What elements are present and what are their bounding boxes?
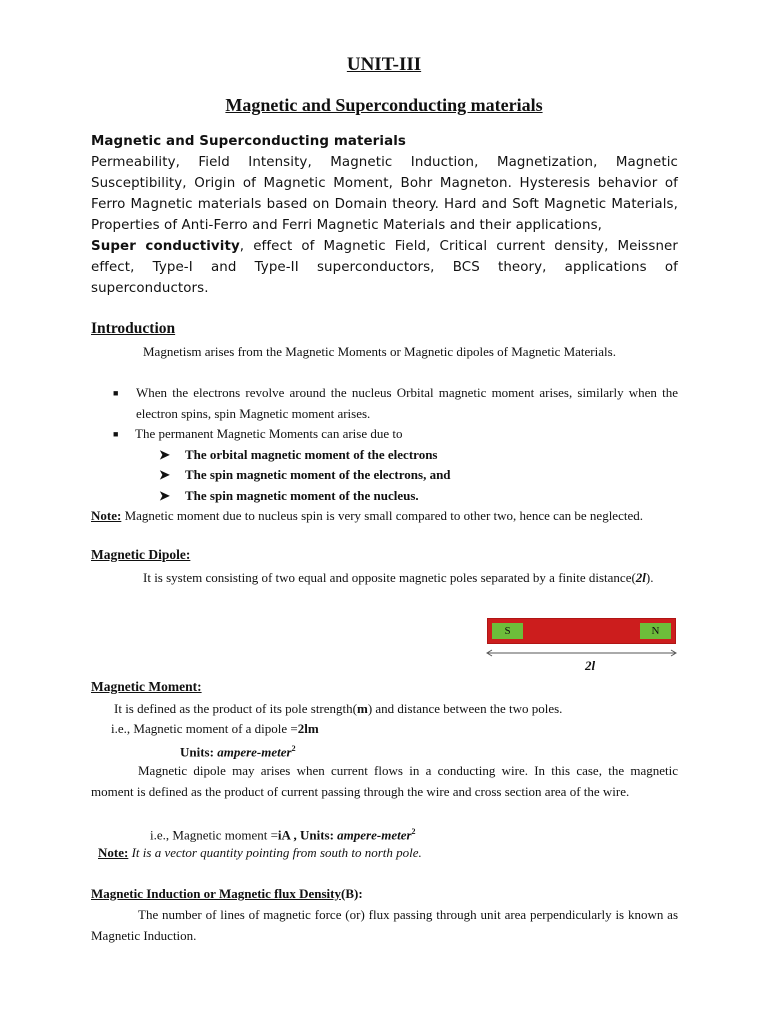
induction-heading-text: Magnetic Induction or Magnetic flux Density xyxy=(91,886,341,901)
formula-text: i.e., Magnetic moment of a dipole = xyxy=(111,721,298,736)
magnetic-induction-paragraph: The number of lines of magnetic force (or) flux passing through unit area perpendicularly is known as Magnetic Induction. xyxy=(91,907,678,943)
magnetic-dipole-paragraph xyxy=(91,568,678,589)
bullet-square-icon: ■ xyxy=(113,388,119,398)
south-pole-label: S xyxy=(492,623,523,639)
note-text: It is a vector quantity pointing from south to north pole. xyxy=(128,845,422,860)
units-superscript: 2 xyxy=(291,744,296,753)
formula-value: 2lm xyxy=(297,721,319,736)
formula-value: iA xyxy=(277,827,291,843)
moment-note xyxy=(91,843,685,864)
units-superscript: 2 xyxy=(411,827,416,836)
dipole-text-end: ). xyxy=(645,570,654,585)
pole-strength-symbol: m xyxy=(356,701,368,716)
list-item xyxy=(91,424,678,445)
units-label: Units: xyxy=(180,744,218,760)
arrow-item-3-text: The spin magnetic moment of the nucleus. xyxy=(185,487,419,503)
bullet-1-text: When the electrons revolve around the nucleus Orbital magnetic moment arises, similarly when the electron spins, spin Magnetic moment arises. xyxy=(136,385,678,421)
moment-def-start: It is defined as the product of its pole strength( xyxy=(114,701,357,716)
dipole-text-start: It is system consisting of two equal and opposite magnetic poles separated by a finite distance( xyxy=(143,570,636,585)
arrowhead-bullet-icon: ➤ xyxy=(159,487,170,503)
syllabus-paragraph-1: Permeability, Field Intensity, Magnetic Induction, Magnetization, Magnetic Susceptibility, Origin of Magnetic Moment, Bohr Magneton. Hysteresis behavior of Ferro Magnetic materials based on Domain theory. Hard and Soft Magnetic Materials, Properties of Anti-Ferro and Ferri Magnetic Materials and their applications, xyxy=(91,155,678,233)
magnetic-moment-definition xyxy=(91,699,701,720)
list-item xyxy=(91,445,678,466)
introduction-paragraph: Magnetism arises from the Magnetic Moments or Magnetic dipoles of Magnetic Materials. xyxy=(143,344,616,359)
magnetic-moment-heading: Magnetic Moment: xyxy=(91,679,202,694)
syllabus-block xyxy=(91,131,678,299)
superconductivity-term: Super conductivity xyxy=(91,239,240,254)
dipole-moment-formula xyxy=(91,719,698,740)
note-label: Note: xyxy=(91,508,122,523)
arrowhead-bullet-icon: ➤ xyxy=(159,446,170,462)
note-text: Magnetic moment due to nucleus spin is very small compared to other two, hence can be neglected. xyxy=(121,508,643,523)
moment-def-end: ) and distance between the two poles. xyxy=(367,701,563,716)
bar-magnet-diagram xyxy=(487,618,676,644)
unit-heading: UNIT-III xyxy=(346,54,422,75)
dipole-length-symbol: 2l xyxy=(635,570,646,585)
syllabus-paragraph-2-text: , effect of Magnetic Field, Critical current density, Meissner effect, Type-I and Type-II superconductors, BCS theory, applications of superconductors. xyxy=(91,239,678,296)
formula-text: i.e., Magnetic moment = xyxy=(150,827,278,843)
bullet-square-icon: ■ xyxy=(113,429,119,439)
north-pole-label: N xyxy=(640,623,671,639)
syllabus-paragraph-2 xyxy=(91,236,678,299)
list-item xyxy=(91,486,678,507)
units-value: ampere-meter xyxy=(337,827,412,843)
magnetic-dipole-heading: Magnetic Dipole: xyxy=(91,547,191,562)
page-title: Magnetic and Superconducting materials xyxy=(225,95,543,115)
introduction-heading: Introduction xyxy=(91,320,176,337)
induction-heading-symbol: (B): xyxy=(341,886,363,901)
units-value: ampere-meter xyxy=(217,744,292,760)
arrow-item-2-text: The spin magnetic moment of the electrons, and xyxy=(185,467,451,482)
introduction-bullets xyxy=(91,383,678,506)
dipole-length-label: 2l xyxy=(584,658,596,673)
current-loop-paragraph: Magnetic dipole may arises when current flows in a conducting wire. In this case, the magnetic moment is defined as the product of current passing through the wire and cross section area of the wire. xyxy=(91,763,678,799)
introduction-note xyxy=(91,506,678,527)
arrow-item-1-text: The orbital magnetic moment of the electrons xyxy=(185,446,438,462)
units-line-1 xyxy=(91,739,767,763)
units-label: , Units: xyxy=(290,827,338,843)
list-item xyxy=(91,383,678,424)
bullet-2-text: The permanent Magnetic Moments can arise due to xyxy=(135,426,403,441)
list-item xyxy=(91,465,678,486)
note-label: Note: xyxy=(98,845,129,860)
syllabus-heading: Magnetic and Superconducting materials xyxy=(91,134,406,149)
arrowhead-bullet-icon: ➤ xyxy=(159,467,170,482)
magnetic-induction-heading xyxy=(91,884,678,905)
